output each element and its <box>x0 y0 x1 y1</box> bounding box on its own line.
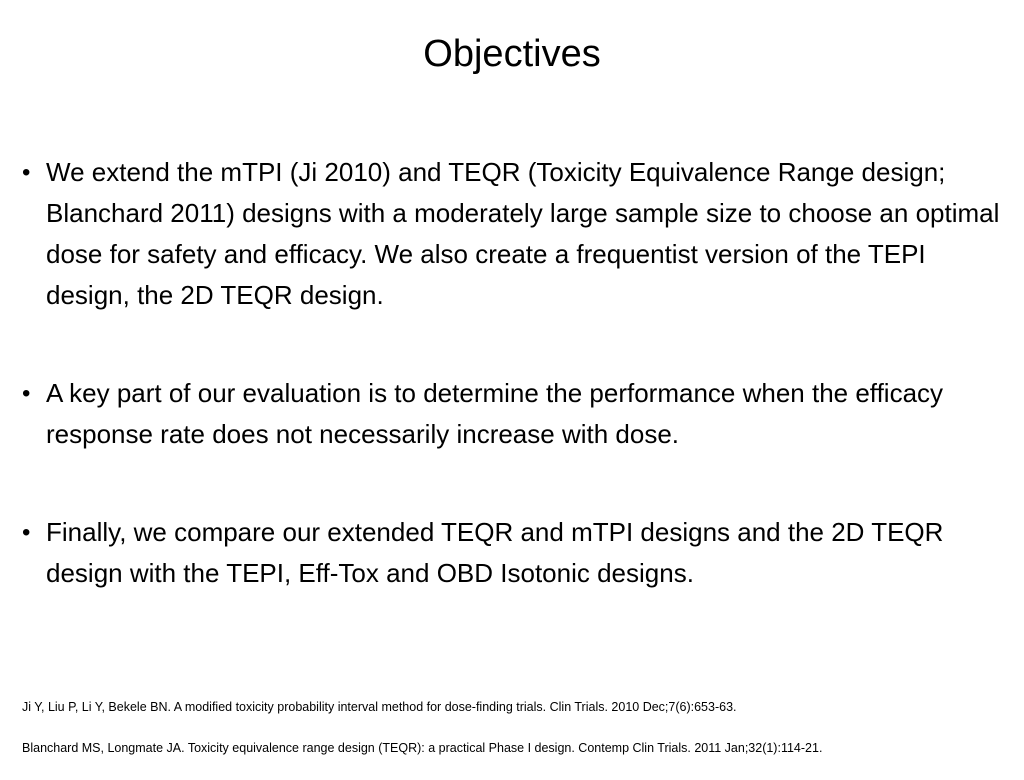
bullet-text: We extend the mTPI (Ji 2010) and TEQR (Toxicity Equivalence Range design; Blanchard 2011) designs with a moderately large sample size to choose an optimal dose for safety and efficacy. We also create a frequentist version of the TEPI design, the 2D TEQR design. <box>46 157 1000 310</box>
bullet-list <box>22 152 1012 651</box>
bullet-dot-icon: • <box>22 159 31 186</box>
bullet-item <box>22 373 1012 455</box>
bullet-item <box>22 512 1012 594</box>
bullet-text: A key part of our evaluation is to determine the performance when the efficacy response rate does not necessarily increase with dose. <box>46 378 944 449</box>
bullet-text: Finally, we compare our extended TEQR and mTPI designs and the 2D TEQR design with the TEPI, Eff-Tox and OBD Isotonic designs. <box>46 517 944 588</box>
reference-ji-2010: Ji Y, Liu P, Li Y, Bekele BN. A modified toxicity probability interval method for dose-finding trials. Clin Trials. 2010 Dec;7(6):653-63. <box>22 700 737 714</box>
bullet-dot-icon: • <box>22 519 31 546</box>
slide-title: Objectives <box>423 33 601 75</box>
bullet-item <box>22 152 1012 316</box>
reference-blanchard-2011: Blanchard MS, Longmate JA. Toxicity equivalence range design (TEQR): a practical Phase I design. Contemp Clin Trials. 2011 Jan;32(1):114-21. <box>22 741 823 755</box>
bullet-dot-icon: • <box>22 380 31 407</box>
